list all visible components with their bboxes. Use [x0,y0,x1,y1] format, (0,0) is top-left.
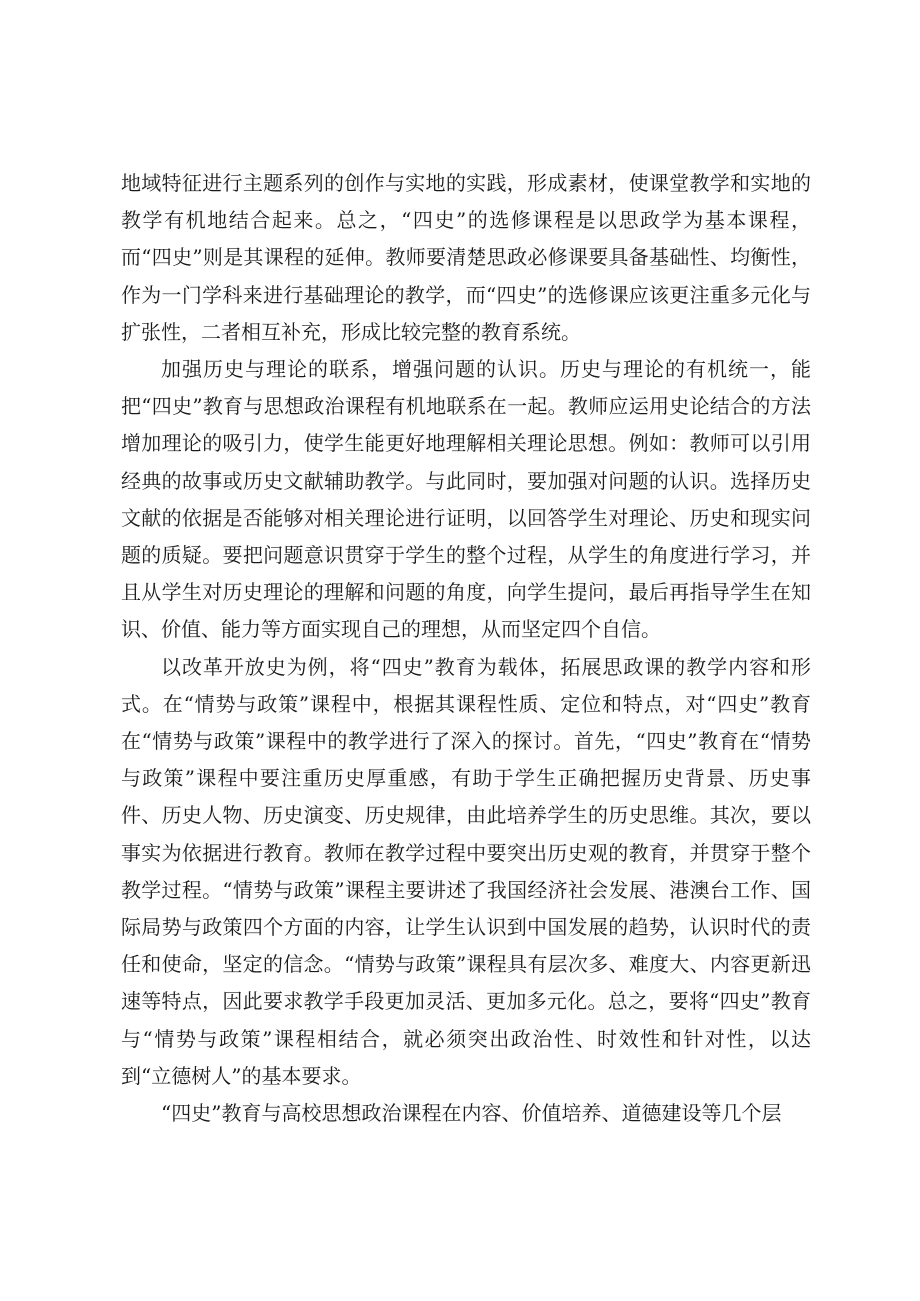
document-body [121,165,811,1132]
paragraph-history-theory: 加强历史与理论的联系，增强问题的认识。历史与理论的有机统一，能把“四史”教育与思想政治课程有机地联系在一起。教师应运用史论结合的方法增加理论的吸引力，使学生能更好地理解相关理论思想。例如：教师可以引用经典的故事或历史文献辅助教学。与此同时，要加强对问题的认识。选择历史文献的依据是否能够对相关理论进行证明，以回答学生对理论、历史和现实问题的质疑。要把问题意识贯穿于学生的整个过程，从学生的角度进行学习，并且从学生对历史理论的理解和问题的角度，向学生提问，最后再指导学生在知识、价值、能力等方面实现自己的理想，从而坚定四个自信。 [121,357,811,642]
paragraph-continued: 地域特征进行主题系列的创作与实地的实践，形成素材，使课堂教学和实地的教学有机地结合起来。总之，“四史”的选修课程是以思政学为基本课程，而“四史”则是其课程的延伸。教师要清楚思政必修课要具备基础性、均衡性，作为一门学科来进行基础理论的教学，而“四史”的选修课应该更注重多元化与扩张性，二者相互补充，形成比较完整的教育系统。 [121,171,811,344]
paragraph-reform-opening: 以改革开放史为例，将“四史”教育为载体，拓展思政课的教学内容和形式。在“情势与政策”课程中，根据其课程性质、定位和特点，对“四史”教育在“情势与政策”课程中的教学进行了深入的探讨。首先，“四史”教育在“情势与政策”课程中要注重历史厚重感，有助于学生正确把握历史背景、历史事件、历史人物、历史演变、历史规律，由此培养学生的历史思维。其次，要以事实为依据进行教育。教师在教学过程中要突出历史观的教育，并贯穿于整个教学过程。“情势与政策”课程主要讲述了我国经济社会发展、港澳台工作、国际局势与政策四个方面的内容，让学生认识到中国发展的趋势，认识时代的责任和使命，坚定的信念。“情势与政策”课程具有层次多、难度大、内容更新迅速等特点，因此要求教学手段更加灵活、更加多元化。总之，要将“四史”教育与“情势与政策”课程相结合，就必须突出政治性、时效性和针对性，以达到“立德树人”的基本要求。 [121,654,811,1088]
paragraph-four-histories: “四史”教育与高校思想政治课程在内容、价值培养、道德建设等几个层 [161,1101,782,1126]
